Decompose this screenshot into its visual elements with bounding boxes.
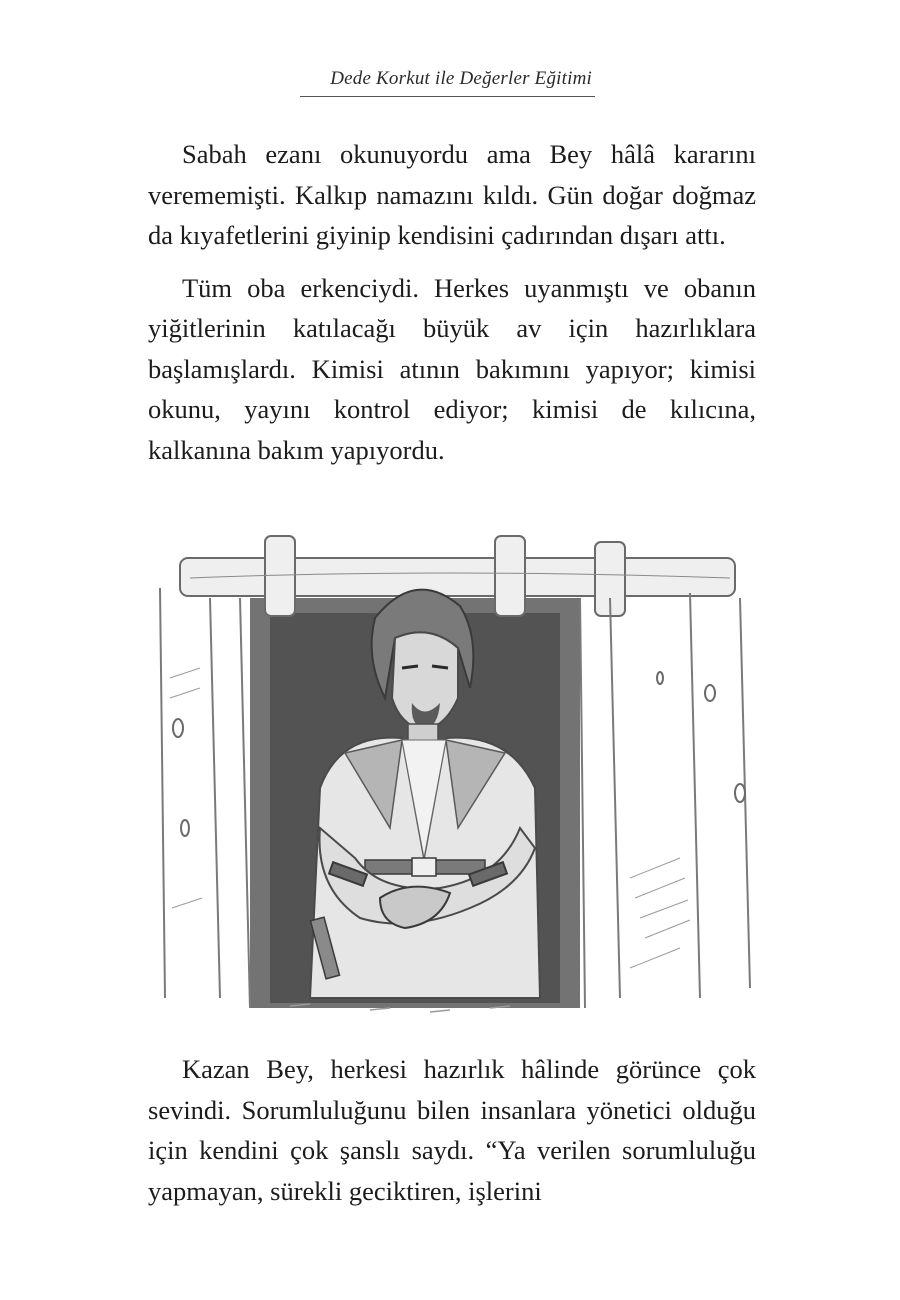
paragraph: Tüm oba erkenciydi. Herkes uyanmıştı ve obanın yiğitlerinin katılacağı büyük av için hazırlıklara başlamışlardı. Kimisi atının bakımını yapıyor; kimisi okunu, yayını kontrol ediyor; kimisi de kılıcına, kalkanına bakım yapıyordu.	[148, 272, 756, 465]
text-block-bottom	[148, 1049, 756, 1223]
text-block-top	[148, 134, 756, 482]
running-head: Dede Korkut ile Değerler Eğitimi	[330, 68, 592, 89]
paragraph: Sabah ezanı okunuyordu ama Bey hâlâ kararını verememişti. Kalkıp namazını kıldı. Gün doğar doğmaz da kıyafetlerini giyinip kendisini çadırından dışarı attı.	[148, 139, 756, 250]
pencil-illustration-kazan-bey	[140, 528, 770, 1018]
header-rule	[300, 96, 595, 97]
paragraph: Kazan Bey, herkesi hazırlık hâlinde görünce çok sevindi. Sorumluluğunu bilen insanlara yönetici olduğu için kendini çok şanslı saydı. “Ya verilen sorumluluğu yapmayan, sürekli geciktiren, işlerini	[148, 1054, 756, 1206]
